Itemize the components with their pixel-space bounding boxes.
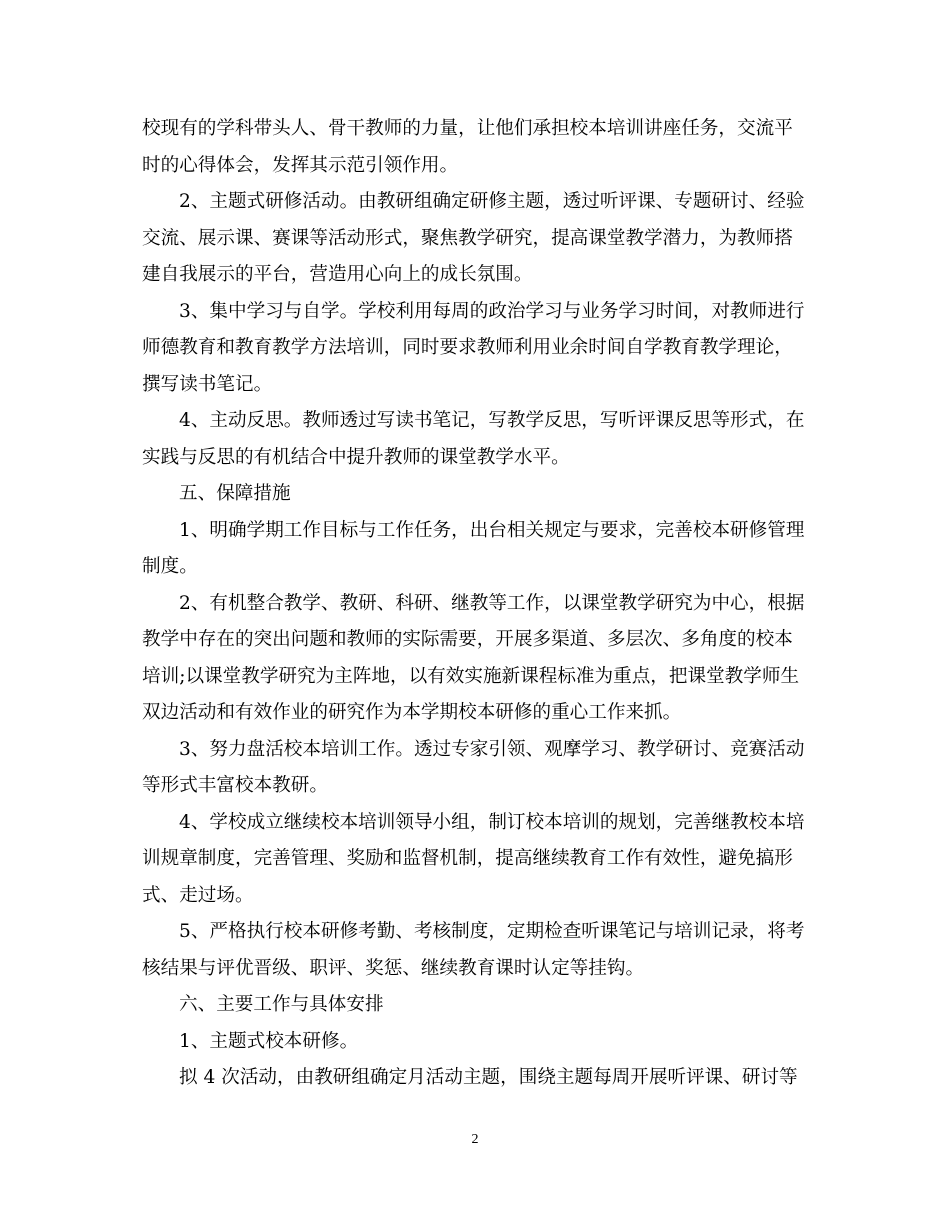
text-line: 五、保障措施 [179,483,291,504]
text-line: 2、主题式研修活动。由教研组确定研修主题，透过听评课、专题研讨、经验 [179,191,805,212]
paragraph [142,1060,812,1097]
paragraph [142,513,812,586]
text-line: 3、努力盘活校本培训工作。透过专家引领、观摩学习、教学研讨、竞赛活动 [179,738,805,760]
text-line: 3、集中学习与自学。学校利用每周的政治学习与业务学习时间，对教师进行 [179,300,805,322]
text-line: 建自我展示的平台，营造用心向上的成长氛围。 [142,264,533,285]
text-line: 时的心得体会，发挥其示范引领作用。 [142,154,459,176]
text-line: 培训;以课堂教学研究为主阵地，以有效实施新课程标准为重点，把课堂教学师生 [142,665,800,687]
paragraph [142,732,812,805]
text-line: 式、走过场。 [142,884,254,906]
text-line: 交流、展示课、赛课等活动形式，聚焦教学研究，提高课堂教学潜力，为教师搭 [142,227,793,249]
paragraph [142,294,812,404]
text-line: 2、有机整合教学、教研、科研、继教等工作，以课堂教学研究为中心，根据 [179,592,805,614]
text-line: 拟 4 次活动，由教研组确定月活动主题，围绕主题每周开展听评课、研讨等 [179,1067,798,1088]
paragraph [142,586,812,732]
text-line: 双边活动和有效作业的研究作为本学期校本研修的重心工作来抓。 [142,702,682,723]
text-line: 1、主题式校本研修。 [179,1030,359,1052]
paragraph [142,403,812,476]
text-line: 训规章制度，完善管理、奖励和监督机制，提高继续教育工作有效性，避免搞形 [142,848,793,869]
page-number: 2 [471,1132,479,1147]
text-line: 校现有的学科带头人、骨干教师的力量，让他们承担校本培训讲座任务，交流平 [142,118,793,139]
text-line: 六、主要工作与具体安排 [179,994,384,1015]
text-line: 实践与反思的有机结合中提升教师的课堂教学水平。 [142,446,570,468]
paragraph [142,914,812,987]
paragraph [142,987,812,1024]
text-line: 5、严格执行校本研修考勤、考核制度，定期检查听课笔记与培训记录，将考 [179,921,805,942]
paragraph [142,476,812,513]
text-line: 核结果与评优晋级、职评、奖惩、继续教育课时认定等挂钩。 [142,957,645,979]
text-line: 制度。 [142,556,198,577]
paragraph [142,111,812,184]
paragraph [142,1024,812,1061]
text-line: 1、明确学期工作目标与工作任务，出台相关规定与要求，完善校本研修管理 [179,519,805,541]
document-body [142,111,812,1097]
text-line: 4、学校成立继续校本培训领导小组，制订校本培训的规划，完善继教校本培 [179,811,805,833]
text-line: 教学中存在的突出问题和教师的实际需要，开展多渠道、多层次、多角度的校本 [142,629,793,650]
text-line: 师德教育和教育教学方法培训，同时要求教师利用业余时间自学教育教学理论， [142,337,793,358]
paragraph [142,184,812,294]
paragraph [142,805,812,915]
text-line: 等形式丰富校本教研。 [142,775,328,796]
text-line: 4、主动反思。教师透过写读书笔记，写教学反思，写听评课反思等形式，在 [179,410,805,431]
text-line: 撰写读书笔记。 [142,373,273,395]
